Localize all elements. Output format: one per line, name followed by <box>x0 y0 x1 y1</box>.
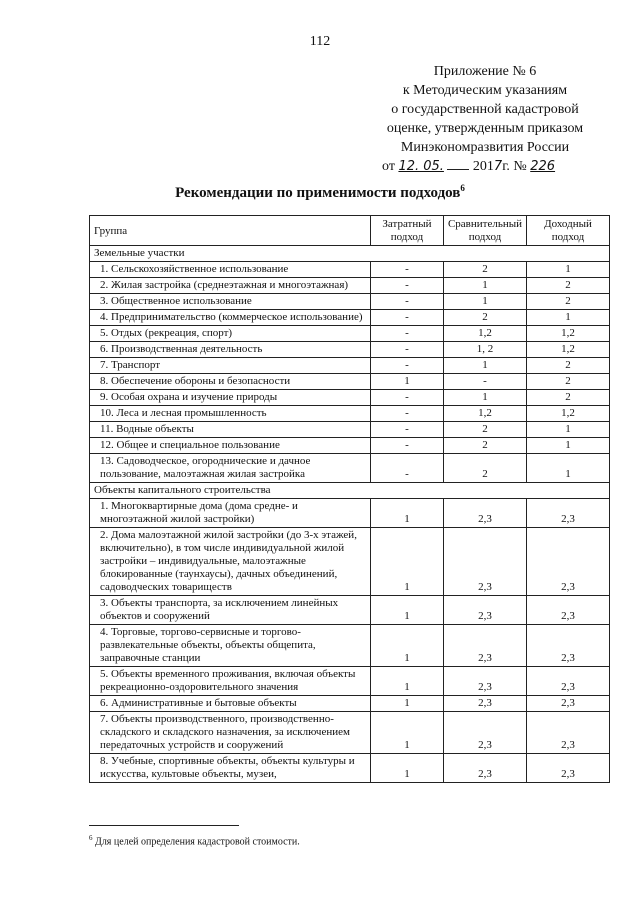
group-cell: 7. Объекты производственного, производственно-складского и складского назначения, за исключением передаточных устройств и сооружений <box>90 712 371 754</box>
group-cell: 5. Отдых (рекреация, спорт) <box>90 326 371 342</box>
group-cell: 2. Жилая застройка (среднеэтажная и многоэтажная) <box>90 278 371 294</box>
comparative-cell: 2 <box>443 438 526 454</box>
group-cell: 3. Объекты транспорта, за исключением линейных объектов и сооружений <box>90 596 371 625</box>
income-cell: 1 <box>527 454 610 483</box>
table-row <box>90 310 610 326</box>
group-cell: 10. Леса и лесная промышленность <box>90 406 371 422</box>
table-row <box>90 712 610 754</box>
appendix-line-4: оценке, утвержденным приказом <box>386 121 584 136</box>
comparative-cell: 2 <box>443 262 526 278</box>
income-cell: 1 <box>527 310 610 326</box>
table-row <box>90 499 610 528</box>
title-text: Рекомендации по применимости подходов <box>175 185 461 201</box>
comparative-cell: 2 <box>443 454 526 483</box>
table-row <box>90 454 610 483</box>
table-row <box>90 342 610 358</box>
appendix-header <box>360 62 610 176</box>
group-cell: 6. Производственная деятельность <box>90 342 371 358</box>
footnote <box>89 834 300 847</box>
group-cell: 8. Обеспечение обороны и безопасности <box>90 374 371 390</box>
cost-cell: 1 <box>370 696 443 712</box>
table-row <box>90 326 610 342</box>
section-title: Объекты капитального строительства <box>90 483 610 499</box>
income-cell: 2 <box>527 278 610 294</box>
group-cell: 3. Общественное использование <box>90 294 371 310</box>
comparative-cell: 1, 2 <box>443 342 526 358</box>
comparative-cell: 2,3 <box>443 528 526 596</box>
table-row <box>90 528 610 596</box>
group-cell: 13. Садоводческое, огороднические и дачное пользование, малоэтажная жилая застройка <box>90 454 371 483</box>
table-row <box>90 667 610 696</box>
cost-cell: 1 <box>370 754 443 783</box>
table-row <box>90 422 610 438</box>
appendix-line-3: о государственной кадастровой <box>391 102 579 117</box>
section-row <box>90 246 610 262</box>
table-row <box>90 438 610 454</box>
group-cell: 4. Предпринимательство (коммерческое использование) <box>90 310 371 326</box>
cost-cell: - <box>370 294 443 310</box>
footnote-text: Для целей определения кадастровой стоимости. <box>95 836 300 848</box>
cost-cell: 1 <box>370 712 443 754</box>
group-cell: 9. Особая охрана и изучение природы <box>90 390 371 406</box>
income-cell: 1,2 <box>527 342 610 358</box>
cost-cell: - <box>370 278 443 294</box>
group-cell: 4. Торговые, торгово-сервисные и торгово-развлекательные объекты, объекты общепита, заправочные станции <box>90 625 371 667</box>
cost-cell: 1 <box>370 667 443 696</box>
table-row <box>90 596 610 625</box>
cost-cell: 1 <box>370 374 443 390</box>
group-cell: 5. Объекты временного проживания, включая объекты рекреационно-оздоровительного значения <box>90 667 371 696</box>
comparative-cell: 2,3 <box>443 754 526 783</box>
cost-cell: - <box>370 342 443 358</box>
footnote-mark: 6 <box>89 834 93 842</box>
group-cell: 11. Водные объекты <box>90 422 371 438</box>
cost-cell: - <box>370 454 443 483</box>
group-cell: 1. Сельскохозяйственное использование <box>90 262 371 278</box>
table-row <box>90 294 610 310</box>
header-income: Доходный подход <box>527 216 610 246</box>
income-cell: 2 <box>527 294 610 310</box>
number-prefix: г. № <box>502 159 527 174</box>
header-comparative: Сравнительный подход <box>443 216 526 246</box>
year-handwritten: 7 <box>493 159 503 174</box>
income-cell: 2,3 <box>527 712 610 754</box>
group-cell: 7. Транспорт <box>90 358 371 374</box>
date-prefix: от <box>382 159 395 174</box>
comparative-cell: - <box>443 374 526 390</box>
income-cell: 2,3 <box>527 667 610 696</box>
group-cell: 12. Общее и специальное пользование <box>90 438 371 454</box>
income-cell: 1,2 <box>527 326 610 342</box>
cost-cell: - <box>370 438 443 454</box>
comparative-cell: 1,2 <box>443 326 526 342</box>
comparative-cell: 1 <box>443 358 526 374</box>
appendix-line-2: к Методическим указаниям <box>402 83 568 98</box>
cost-cell: 1 <box>370 499 443 528</box>
comparative-cell: 1 <box>443 294 526 310</box>
cost-cell: - <box>370 422 443 438</box>
table-row <box>90 754 610 783</box>
income-cell: 1 <box>527 262 610 278</box>
cost-cell: 1 <box>370 528 443 596</box>
appendix-date-line <box>360 157 610 176</box>
cost-cell: - <box>370 358 443 374</box>
table-row <box>90 390 610 406</box>
comparative-cell: 2 <box>443 422 526 438</box>
header-group: Группа <box>90 216 371 246</box>
appendix-line-5: Минэкономразвития России <box>400 140 570 155</box>
year-prefix: 201 <box>472 159 494 174</box>
cost-cell: - <box>370 310 443 326</box>
group-cell: 2. Дома малоэтажной жилой застройки (до 3-х этажей, включительно), в том числе индивидуальной жилой застройки – индивидуальные, малоэтажные блокированные (таунхаусы), дачных объединений, садоводческих товариществ <box>90 528 371 596</box>
cost-cell: - <box>370 390 443 406</box>
header-cost: Затратный подход <box>370 216 443 246</box>
group-cell: 8. Учебные, спортивные объекты, объекты культуры и искусства, культовые объекты, музеи, <box>90 754 371 783</box>
document-title <box>0 183 640 202</box>
page-number: 112 <box>309 34 331 49</box>
cost-cell: - <box>370 262 443 278</box>
comparative-cell: 2,3 <box>443 712 526 754</box>
income-cell: 2,3 <box>527 528 610 596</box>
comparative-cell: 1 <box>443 278 526 294</box>
income-cell: 2 <box>527 374 610 390</box>
income-cell: 2,3 <box>527 625 610 667</box>
table-row <box>90 696 610 712</box>
number-handwritten: 226 <box>530 159 556 174</box>
income-cell: 1,2 <box>527 406 610 422</box>
income-cell: 2 <box>527 390 610 406</box>
table-row <box>90 358 610 374</box>
section-row <box>90 483 610 499</box>
cost-cell: 1 <box>370 596 443 625</box>
table-header-row <box>90 216 610 246</box>
section-title: Земельные участки <box>90 246 610 262</box>
table-row <box>90 625 610 667</box>
cost-cell: - <box>370 406 443 422</box>
income-cell: 1 <box>527 422 610 438</box>
income-cell: 2,3 <box>527 754 610 783</box>
comparative-cell: 2,3 <box>443 596 526 625</box>
cost-cell: - <box>370 326 443 342</box>
comparative-cell: 1,2 <box>443 406 526 422</box>
date-underline <box>447 169 469 170</box>
comparative-cell: 2 <box>443 310 526 326</box>
table-row <box>90 262 610 278</box>
income-cell: 1 <box>527 438 610 454</box>
table-body <box>90 246 610 783</box>
footnote-divider <box>89 825 239 826</box>
income-cell: 2,3 <box>527 499 610 528</box>
cost-cell: 1 <box>370 625 443 667</box>
group-cell: 6. Административные и бытовые объекты <box>90 696 371 712</box>
title-footnote-mark: 6 <box>460 183 465 193</box>
comparative-cell: 2,3 <box>443 625 526 667</box>
table-row <box>90 406 610 422</box>
income-cell: 2 <box>527 358 610 374</box>
table-row <box>90 278 610 294</box>
group-cell: 1. Многоквартирные дома (дома средне- и многоэтажной жилой застройки) <box>90 499 371 528</box>
approaches-table <box>89 215 610 783</box>
comparative-cell: 2,3 <box>443 696 526 712</box>
income-cell: 2,3 <box>527 596 610 625</box>
table-row <box>90 374 610 390</box>
comparative-cell: 2,3 <box>443 667 526 696</box>
income-cell: 2,3 <box>527 696 610 712</box>
comparative-cell: 1 <box>443 390 526 406</box>
comparative-cell: 2,3 <box>443 499 526 528</box>
date-handwritten: 12. 05. <box>398 159 444 174</box>
appendix-line-1: Приложение № 6 <box>433 64 537 79</box>
